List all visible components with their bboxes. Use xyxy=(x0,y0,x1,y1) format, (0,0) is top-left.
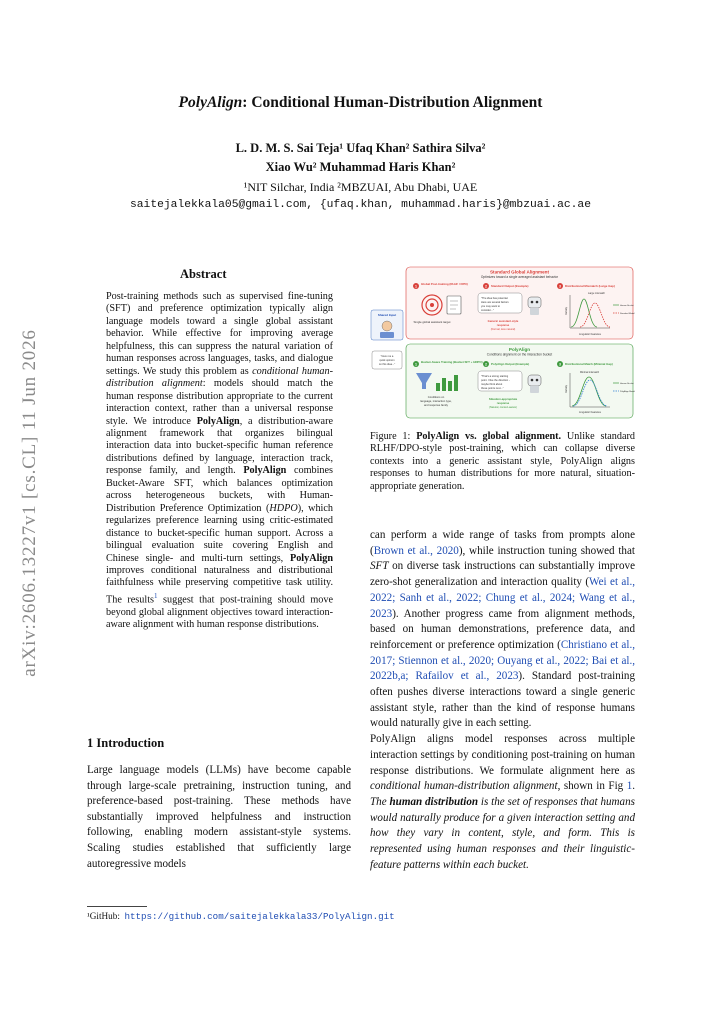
svg-text:quick opinion: quick opinion xyxy=(379,359,395,362)
poly-ylabel: Density xyxy=(565,385,568,393)
figure-ref[interactable]: 1 xyxy=(626,780,633,793)
svg-text:consider...": consider..." xyxy=(481,309,494,312)
bucket-bars-icon xyxy=(436,383,440,391)
svg-text:3: 3 xyxy=(559,284,561,289)
figure-caption: Figure 1: PolyAlign vs. global alignment. Unlike standard RLHF/DPO-style post-training, which can collapse diverse contexts into a generic assistant style, PolyAlign aligns responses to human distributions for more natural, situation-appropriate generation. xyxy=(370,431,635,492)
svg-text:response: response xyxy=(496,323,510,327)
standard-subtitle: Optimizes toward a single averaged assistant behavior xyxy=(480,275,559,279)
shared-input-label: Shared Input xyxy=(377,313,397,317)
conditions-label: Conditions on xyxy=(427,396,445,399)
legend-human-2: Human Bucket xyxy=(620,383,634,385)
minimal-gap-label: Minimal mismatch xyxy=(580,371,600,374)
abstract-heading: Abstract xyxy=(180,267,227,281)
poly-step-3-label: Distributional Match (Minimal Gap) xyxy=(565,362,613,366)
introduction-body: Large language models (LLMs) have become capable through large-scale pretraining, instruction tuning, and preference-based post-training. These methods have substantially improved helpfulness and instruction following, enabling modern assistant-style systems. Scaling studies established that sufficiently large autoregressive models xyxy=(87,764,351,870)
legend-human: Human Bucket xyxy=(620,305,634,307)
svg-text:response: response xyxy=(496,401,510,405)
poly-xlabel: Linguistic Features xyxy=(579,411,601,414)
authors-line-2: Xiao Wu² Muhammad Haris Khan² xyxy=(265,160,456,174)
std-step-2-label: Standard Output (Example) xyxy=(491,284,529,288)
std-ylabel: Density xyxy=(565,307,568,315)
svg-text:point. I like the direction -: point. I like the direction - xyxy=(481,379,510,382)
svg-text:3: 3 xyxy=(559,362,561,367)
poly-step-2-label: PolyAlign Output (Example) xyxy=(491,362,530,366)
svg-text:"Give me a: "Give me a xyxy=(380,355,394,358)
svg-text:Here are several factors: Here are several factors xyxy=(481,301,509,304)
svg-text:maybe think about: maybe think about xyxy=(481,383,503,386)
authors-line-1: L. D. M. S. Sai Teja¹ Ufaq Khan² Sathira Silva² xyxy=(235,141,486,155)
legend-poly: PolyAlign Model xyxy=(620,391,635,393)
user-avatar-icon xyxy=(382,321,392,331)
svg-text:1: 1 xyxy=(415,284,417,289)
poly-quote: "That's a strong starting xyxy=(481,375,509,378)
svg-text:1: 1 xyxy=(415,362,417,367)
std-generic-label: Generic assistant-style xyxy=(487,319,519,323)
std-step-1-label: Global Post-training (RLHF / DPO) xyxy=(421,282,468,286)
footnote-divider xyxy=(87,906,147,907)
polyalign-title: PolyAlign xyxy=(508,347,531,352)
polyalign-robot-icon xyxy=(528,375,541,386)
citation-wei[interactable]: Wei et al., 2022; Sanh et al., 2022; Chung et al., 2024; Wang et al., 2023 xyxy=(370,576,635,620)
emails: saitejalekkala05@gmail.com, {ufaq.khan, muhammad.haris}@mbzuai.ac.ae xyxy=(130,199,591,211)
svg-text:2: 2 xyxy=(485,362,487,367)
single-target-label: Single global assistant target xyxy=(413,320,451,324)
abstract-body: Post-training methods such as supervised fine-tuning (SFT) and preference optimization typically align language models toward a single global assistant behavior. While effective for improving average helpfulness, this can suppress the natural variation of human responses across languages, tasks, and dialogue settings. We study this problem as conditional human-distribution alignment: models should match the human response distribution appropriate to the current interaction context, rather than a universal response style. We introduce PolyAlign, a distribution-aware alignment framework that organizes bilingual interaction data into bucket-specific human reference distributions defined by language, interaction track, response family, and length. PolyAlign combines Bucket-Aware SFT, which balances optimization across heterogeneous buckets, with Human-Distribution Preference Optimization (HDPO), which regularizes preference learning using critic-estimated distance to bucket-specific human support. Across a bilingual evaluation suite covering English and Chinese single- and multi-turn settings, PolyAlign improves conditional naturalness and distributional faithfulness while preserving competitive task utility. The results$^1$ suggest that post-training should move beyond global alignment objectives toward interaction-aware alignment with human response distributions. xyxy=(106,291,334,631)
poly-step-1-label: Bucket-Aware Training (Bucket SFT + HDPO) xyxy=(421,360,483,364)
footnote: ¹GitHub: https://github.com/saitejalekkala33/PolyAlign.git xyxy=(87,911,395,922)
robot-icon xyxy=(528,297,541,308)
right-column-body: can perform a wide range of tasks from prompts alone (Brown et al., 2020), while instruction tuning showed that SFT on diverse task instructions can substantially improve zero-shot generalization and interaction quality (Wei et al., 2022; Sanh et al., 2022; Chung et al., 2024; Wang et al., 2023). Another progress came from alignment methods, based on human demonstrations, preference data, and reinforcement or preference optimization (Christiano et al., 2017; Stiennon et al., 2020; Ouyang et al., 2022; Bai et al., 2022b,a; Rafailov et al., 2023). Standard post-training often pushes diverse interactions toward a single generic assistant style, rather than the kind of response humans would naturally give in each setting. PolyAlign aligns model responses across multiple interaction settings by conditioning post-training on human response distributions. We formulate alignment here as conditional human-distribution alignment, shown in Fig 1. The human distribution is the set of responses that humans would naturally produce for a given interaction setting and how they vary in content, style, and form. This is represented using human responses and their linguistic-feature patterns within each bucket. xyxy=(370,529,636,871)
affiliations: ¹NIT Silchar, India ²MBZUAI, Abu Dhabi, UAE xyxy=(243,180,478,194)
svg-text:on this idea...": on this idea..." xyxy=(378,363,396,366)
polyalign-subtitle: Conditions alignment on the interaction bucket xyxy=(486,352,553,357)
arxiv-stamp: arXiv:2606.13227v1 [cs.CL] 11 Jun 2026 xyxy=(19,329,40,677)
github-link[interactable]: https://github.com/saitejalekkala33/PolyAlign.git xyxy=(124,911,395,922)
legend-std: Standard Model xyxy=(620,313,635,315)
std-quote: "The idea has potential. xyxy=(481,297,509,300)
std-xlabel: Linguistic Features xyxy=(579,333,601,336)
svg-text:these points next...": these points next..." xyxy=(481,387,504,390)
section-heading-introduction: 1 Introduction xyxy=(87,736,165,750)
paper-title: PolyAlign: Conditional Human-Distribution Alignment xyxy=(178,94,543,111)
svg-text:(Formal, less natural): (Formal, less natural) xyxy=(490,328,516,331)
std-step-3-label: Distributional Mismatch (Large Gap) xyxy=(565,284,615,288)
large-gap-label: Large mismatch xyxy=(588,292,606,295)
figure-1 xyxy=(370,265,635,420)
citation-brown[interactable]: Brown et al., 2020 xyxy=(373,544,459,557)
svg-text:(Natural, context-aware): (Natural, context-aware) xyxy=(489,406,517,409)
svg-text:and response family: and response family xyxy=(423,404,449,407)
svg-text:you may want to: you may want to xyxy=(481,305,500,308)
svg-text:language, interaction type,: language, interaction type, xyxy=(420,400,452,403)
svg-text:2: 2 xyxy=(485,284,487,289)
standard-title: Standard Global Alignment xyxy=(489,269,550,275)
footnote-ref[interactable]: 1 xyxy=(154,591,158,600)
citation-christiano[interactable]: Christiano et al., 2017; Stiennon et al., 2020; Ouyang et al., 2022; Bai et al., 2022b,a; Rafailov et al., 2023 xyxy=(370,638,635,683)
situation-label: Situation-appropriate xyxy=(488,397,518,401)
